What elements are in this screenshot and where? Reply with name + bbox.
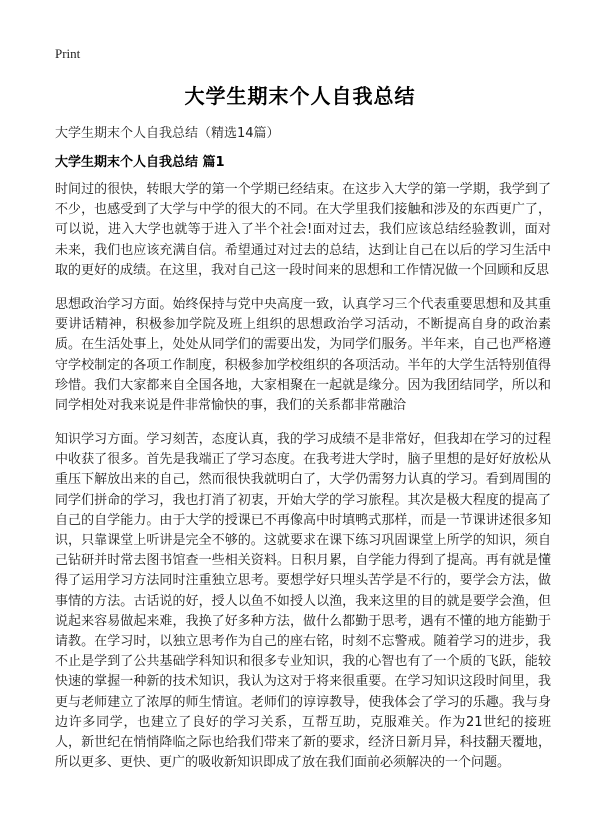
document-subtitle: 大学生期末个人自我总结（精选14篇） [55,126,280,141]
page-title: 大学生期末个人自我总结 [184,84,416,108]
paragraph-knowledge-study: 知识学习方面。学习刻苦，态度认真，我的学习成绩不是非常好，但我却在学习的过程中收获了很多。首先是我端正了学习态度。在我考进大学时，脑子里想的是好好放松从重压下解放出来的自己，然而很快我就明白了，大学仍需努力认真的学习。看到周围的同学们拼命的学习，我也打消了初衷，开始大学的学习旅程。其次是极大程度的提高了自己的自学能力。由于大学的授课已不再像高中时填鸭式那样，而是一节课讲述很多知识，只靠课堂上听讲是完全不够的。这就要求在课下练习巩固课堂上所学的知识，须自己钻研并时常去图书馆查一些相关资料。日积月累，自学能力得到了提高。再有就是懂得了运用学习方法同时注重独立思考。要想学好只埋头苦学是不行的，要学会方法，做事情的方法。古话说的好，授人以鱼不如授人以渔，我来这里的目的就是要学会渔，但说起来容易做起来难，我换了好多种方法，做什么都勤于思考，遇有不懂的地方能勤于请教。在学习时，以独立思考作为自己的座右铭，时刻不忘警戒。随着学习的进步，我不止是学到了公共基础学科知识和很多专业知识，我的心智也有了一个质的飞跃，能较快速的掌握一种新的技术知识，我认为这对于将来很重要。在学习知识这段时间里，我更与老师建立了浓厚的师生情谊。老师们的谆谆教导，使我体会了学习的乐趣。我与身边许多同学，也建立了良好的学习关系，互帮互助，克服难关。作为21世纪的接班人，新世纪在悄悄降临之际也给我们带来了新的要求，经济日新月异，科技翻天覆地，所以更多、更快、更广的吸收新知识即成了放在我们面前必须解决的一个问题。 [55,432,551,771]
paragraph-political-study: 思想政治学习方面。始终保持与党中央高度一致，认真学习三个代表重要思想和及其重要讲话精神，积极参加学院及班上组织的思想政治学习活动，不断提高自身的政治素质。在生活处事上，处处从同学们的需要出发，为同学们服务。半年来，自己也严格遵守学校制定的各项工作制度，积极参加学校组织的各项活动。半年的大学生活特别值得珍惜。我们大家都来自全国各地，大家相聚在一起就是缘分。因为我团结同学，所以和同学相处对我来说是件非常愉快的事，我们的关系都非常融洽 [55,297,551,414]
paragraph-intro: 时间过的很快，转眼大学的第一个学期已经结束。在这步入大学的第一学期，我学到了不少，也感受到了大学与中学的很大的不同。在大学里我们接触和涉及的东西更广了，可以说，进入大学也就等于进入了半个社会!面对过去，我们应该总结经验教训，面对未来，我们也应该充满自信。希望通过对过去的总结，达到让自己在以后的学习生活中取的更好的成绩。在这里，我对自己这一段时间来的思想和工作情况做一个回顾和反思 [55,182,551,278]
print-label: Print [55,46,81,61]
section-heading: 大学生期末个人自我总结 篇1 [55,155,225,170]
